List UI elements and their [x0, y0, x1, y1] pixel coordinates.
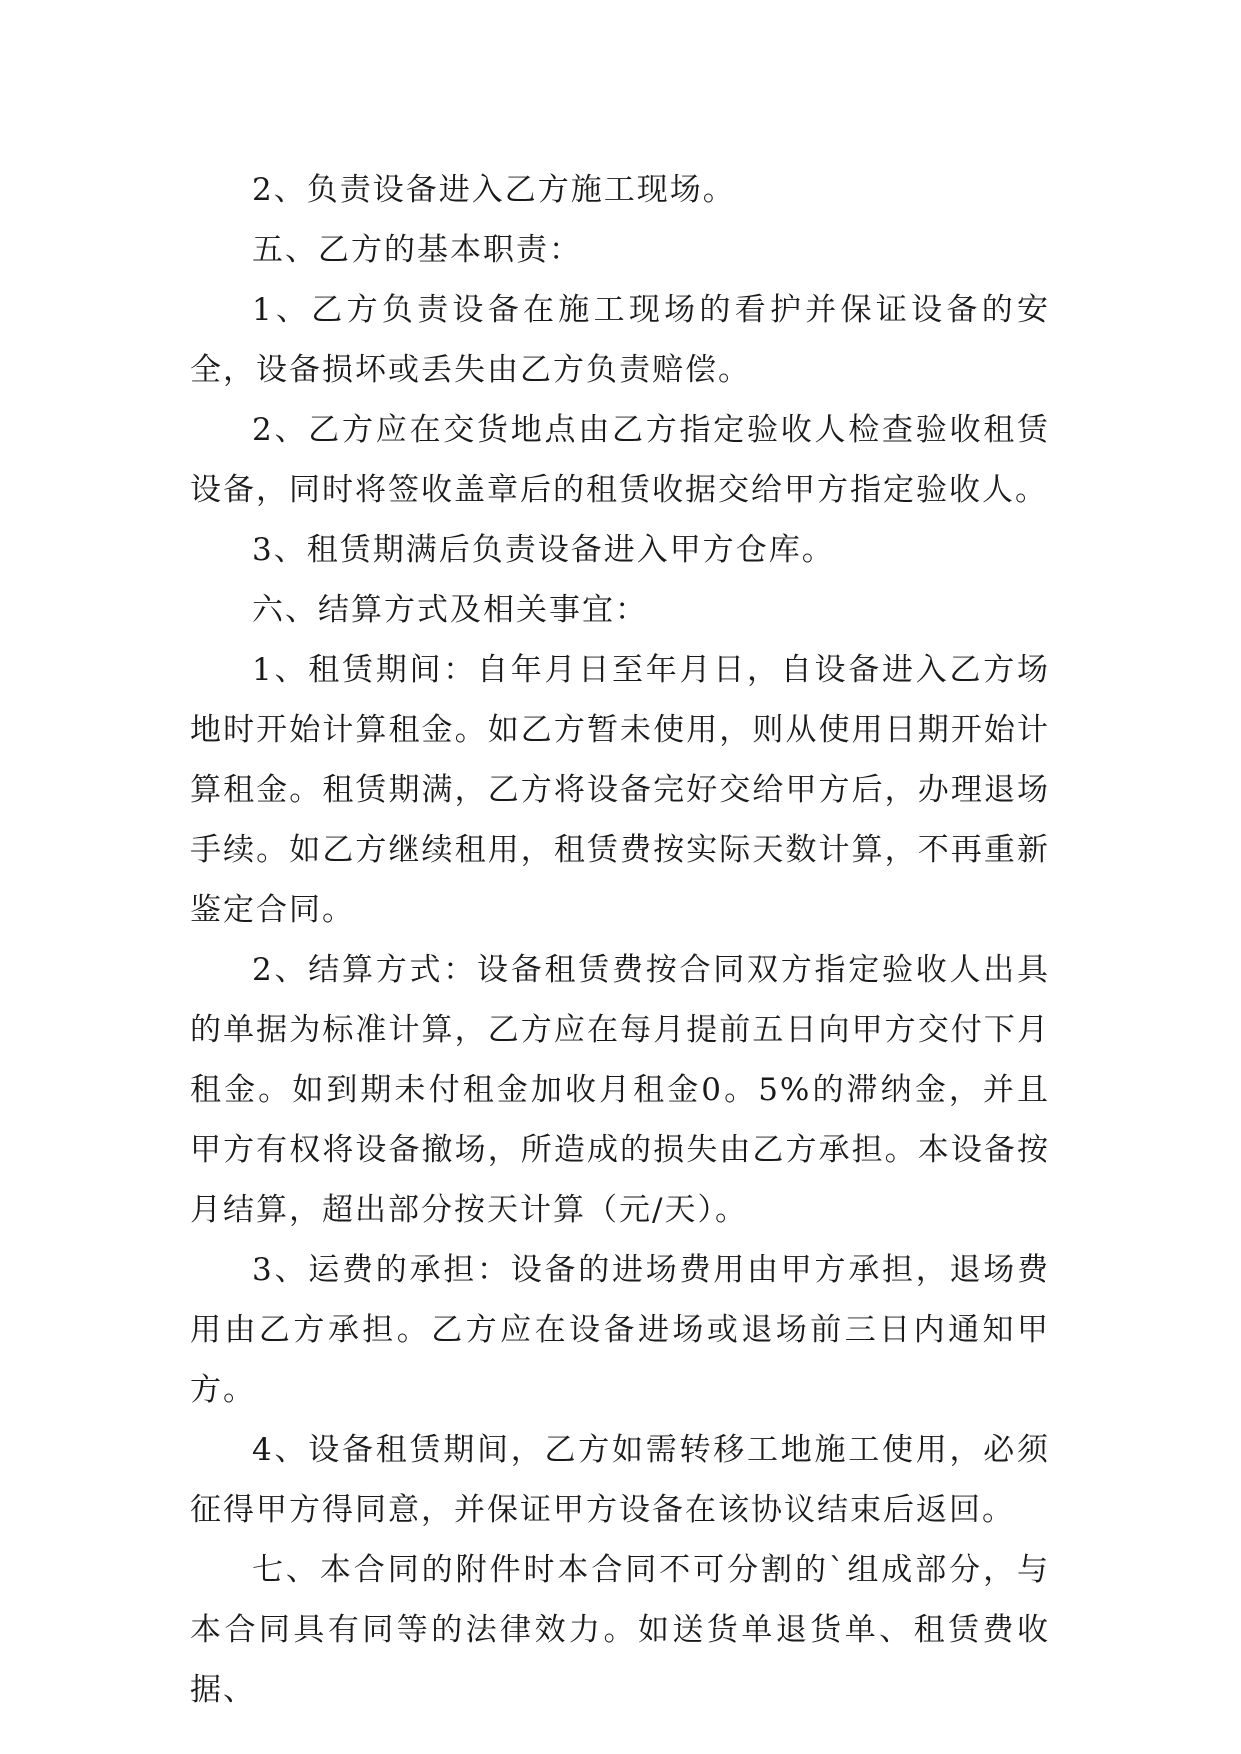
section-5-heading: 五、乙方的基本职责： [252, 232, 582, 268]
paragraph-4-2: 2、负责设备进入乙方施工现场。 [252, 172, 736, 208]
document-body [190, 160, 1050, 1720]
paragraph-5-3: 3、租赁期满后负责设备进入甲方仓库。 [252, 532, 835, 568]
paragraph-5-1: 1、乙方负责设备在施工现场的看护并保证设备的安全，设备损坏或丢失由乙方负责赔偿。 [190, 292, 1050, 388]
paragraph-5-2: 2、乙方应在交货地点由乙方指定验收人检查验收租赁设备，同时将签收盖章后的租赁收据交给甲方指定验收人。 [190, 412, 1050, 508]
paragraph-6-4: 4、设备租赁期间，乙方如需转移工地施工使用，必须征得甲方得同意，并保证甲方设备在该协议结束后返回。 [190, 1432, 1050, 1528]
section-6-heading: 六、结算方式及相关事宜： [252, 592, 648, 628]
section-7-paragraph: 七、本合同的附件时本合同不可分割的`组成部分，与本合同具有同等的法律效力。如送货单退货单、租赁费收据、 [190, 1552, 1050, 1708]
paragraph-6-2: 2、结算方式：设备租赁费按合同双方指定验收人出具的单据为标准计算，乙方应在每月提前五日向甲方交付下月租金。如到期未付租金加收月租金0。5%的滞纳金，并且甲方有权将设备撤场，所造成的损失由乙方承担。本设备按月结算，超出部分按天计算（元/天）。 [190, 952, 1050, 1228]
paragraph-6-3: 3、运费的承担：设备的进场费用由甲方承担，退场费用由乙方承担。乙方应在设备进场或退场前三日内通知甲方。 [190, 1252, 1050, 1408]
paragraph-6-1: 1、租赁期间：自年月日至年月日，自设备进入乙方场地时开始计算租金。如乙方暂未使用，则从使用日期开始计算租金。租赁期满，乙方将设备完好交给甲方后，办理退场手续。如乙方继续租用，租赁费按实际天数计算，不再重新鉴定合同。 [190, 652, 1050, 928]
